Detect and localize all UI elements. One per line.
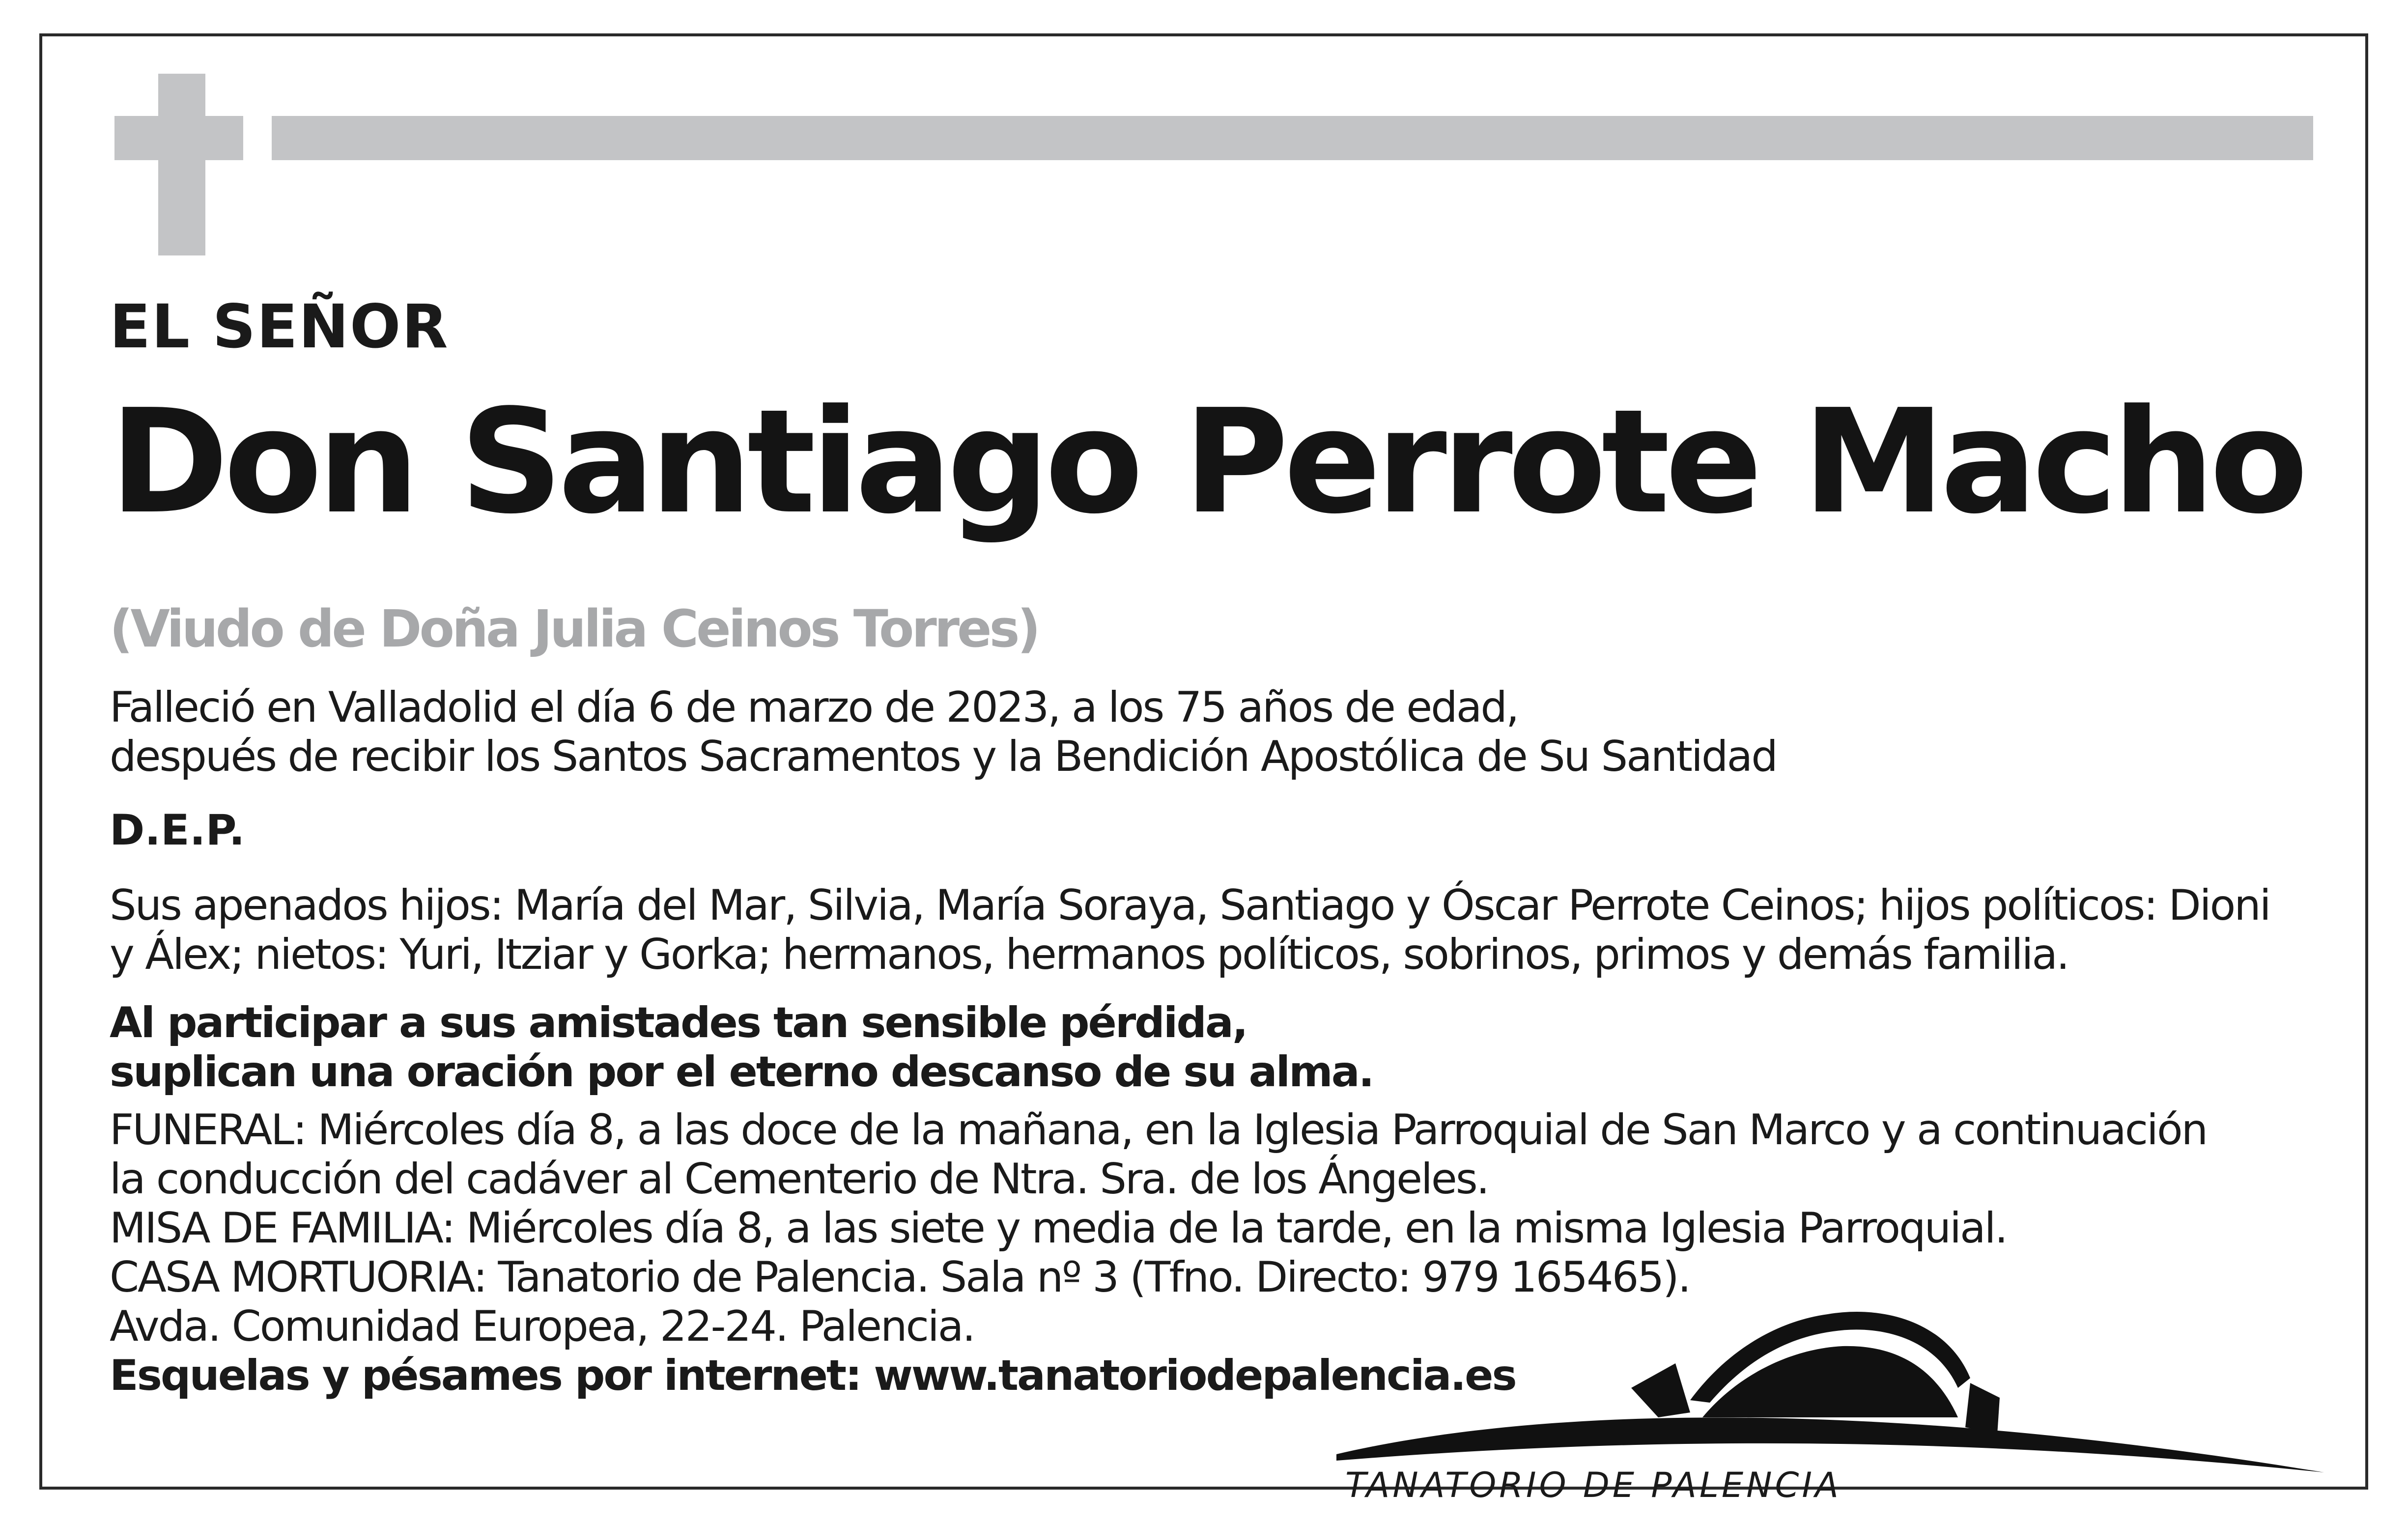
details-line-1: FUNERAL: Miércoles día 8, a las doce de la mañana, en la Iglesia Parroquial de San Marco y a continuación (110, 1105, 2207, 1155)
details-line-3: MISA DE FAMILIA: Miércoles día 8, a las siete y media de la tarde, en la misma Iglesia Parroquial. (110, 1204, 2007, 1253)
details-line-2: la conducción del cadáver al Cementerio de Ntra. Sra. de los Ángeles. (110, 1155, 1488, 1204)
details-line-5: Avda. Comunidad Europea, 22-24. Palencia. (110, 1302, 974, 1351)
top-rule (272, 116, 2313, 160)
rip-label: D.E.P. (110, 806, 245, 855)
cross-icon-vertical (158, 74, 205, 255)
cross-icon-horizontal (114, 116, 243, 160)
heading: EL SEÑOR (110, 292, 449, 362)
details-line-4: CASA MORTUORIA: Tanatorio de Palencia. Sala nº 3 (Tfno. Directo: 979 165465). (110, 1253, 1690, 1302)
deceased-name: Don Santiago Perrote Macho (110, 378, 2303, 545)
widow-note: (Viudo de Doña Julia Ceinos Torres) (110, 599, 1039, 659)
request-line-1: Al participar a sus amistades tan sensible pérdida, (110, 998, 1247, 1047)
request-line-2: suplican una oración por el eterno descanso de su alma. (110, 1047, 1373, 1097)
death-line-1: Falleció en Valladolid el día 6 de marzo de 2023, a los 75 años de edad, (110, 683, 1518, 732)
family-line-1: Sus apenados hijos: María del Mar, Silvia, María Soraya, Santiago y Óscar Perrote Ceinos; hijos políticos: Dioni (110, 881, 2270, 930)
death-line-2: después de recibir los Santos Sacramentos y la Bendición Apostólica de Su Santidad (110, 732, 1777, 781)
family-line-2: y Álex; nietos: Yuri, Itziar y Gorka; hermanos, hermanos políticos, sobrinos, primos y demás familia. (110, 930, 2068, 979)
tanatorio-logo-text: TANATORIO DE PALENCIA (1345, 1465, 1841, 1505)
internet-line: Esquelas y pésames por internet: www.tanatoriodepalencia.es (110, 1351, 1516, 1400)
